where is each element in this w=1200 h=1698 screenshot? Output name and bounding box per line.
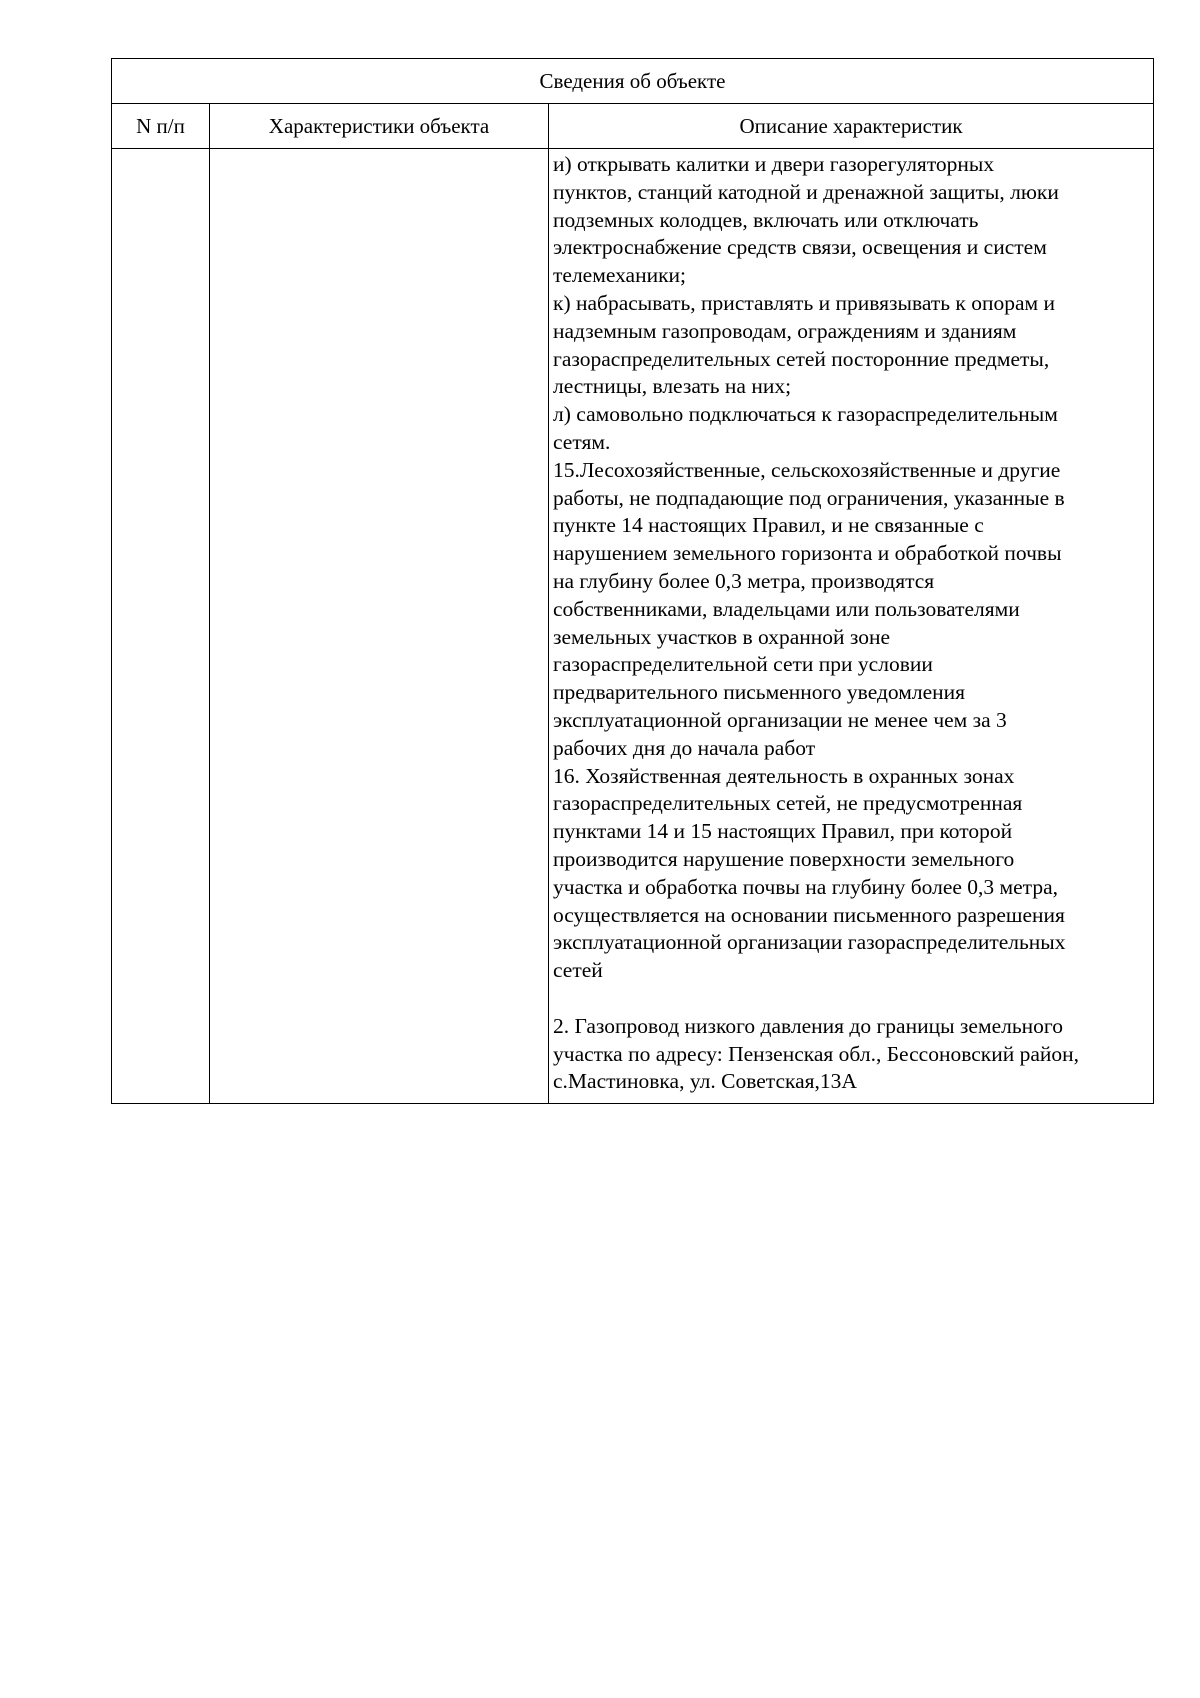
description-text	[549, 149, 1153, 1096]
table-row	[112, 149, 1154, 1104]
description-line: пункте 14 настоящих Правил, и не связанные с	[553, 513, 984, 538]
description-line: эксплуатационной организации не менее чем за 3	[553, 707, 1007, 732]
description-line: с.Мастиновка, ул. Советская,13А	[553, 1069, 857, 1094]
description-line: земельных участков в охранной зоне	[553, 624, 891, 649]
description-line: сетей	[553, 958, 603, 983]
description-line: предварительного письменного уведомления	[553, 680, 966, 705]
description-line: газораспределительных сетей посторонние предметы,	[553, 346, 1050, 371]
description-line: рабочих дня до начала работ	[553, 735, 816, 760]
description-line: участка по адресу: Пензенская обл., Бессоновский район,	[553, 1041, 1080, 1066]
description-line: лестницы, влезать на них;	[553, 374, 792, 399]
description-line: на глубину более 0,3 метра, производятся	[553, 568, 935, 593]
description-line: осуществляется на основании письменного разрешения	[553, 902, 1065, 927]
description-line: газораспределительных сетей, не предусмотренная	[553, 791, 1023, 816]
description-line: работы, не подпадающие под ограничения, указанные в	[553, 485, 1065, 510]
description-line: эксплуатационной организации газораспределительных	[553, 930, 1066, 955]
description-line: производится нарушение поверхности земельного	[553, 846, 1015, 871]
description-line: пунктами 14 и 15 настоящих Правил, при которой	[553, 819, 1013, 844]
description-line: 2. Газопровод низкого давления до границы земельного	[553, 1013, 1063, 1038]
cell-description	[549, 149, 1154, 1104]
description-line: пунктов, станций катодной и дренажной защиты, люки	[553, 179, 1059, 204]
description-line: электроснабжение средств связи, освещения и систем	[553, 235, 1047, 260]
description-line: л) самовольно подключаться к газораспределительным	[553, 402, 1058, 427]
description-line: сетям.	[553, 429, 611, 454]
description-line: собственниками, владельцами или пользователями	[553, 596, 1020, 621]
description-line: участка и обработка почвы на глубину более 0,3 метра,	[553, 874, 1059, 899]
description-line: нарушением земельного горизонта и обработкой почвы	[553, 541, 1062, 566]
table-title: Сведения об объекте	[112, 59, 1154, 104]
description-line: надземным газопроводам, ограждениям и зданиям	[553, 318, 1017, 343]
table-title-row	[112, 59, 1154, 104]
description-line: 15.Лесохозяйственные, сельскохозяйственные и другие	[553, 457, 1061, 482]
description-line: газораспределительной сети при условии	[553, 652, 933, 677]
cell-characteristics	[210, 149, 549, 1104]
column-header-number: N п/п	[112, 104, 210, 149]
description-line: и) открывать калитки и двери газорегуляторных	[553, 152, 995, 176]
description-line: телемеханики;	[553, 263, 687, 288]
description-line: подземных колодцев, включать или отключать	[553, 207, 979, 232]
description-line	[553, 985, 1147, 1013]
description-line: 16. Хозяйственная деятельность в охранных зонах	[553, 763, 1015, 788]
description-line: к) набрасывать, приставлять и привязывать к опорам и	[553, 290, 1055, 315]
column-header-description: Описание характеристик	[549, 104, 1154, 149]
table-header-row	[112, 104, 1154, 149]
column-header-characteristics: Характеристики объекта	[210, 104, 549, 149]
object-info-table	[111, 58, 1154, 1104]
cell-number	[112, 149, 210, 1104]
